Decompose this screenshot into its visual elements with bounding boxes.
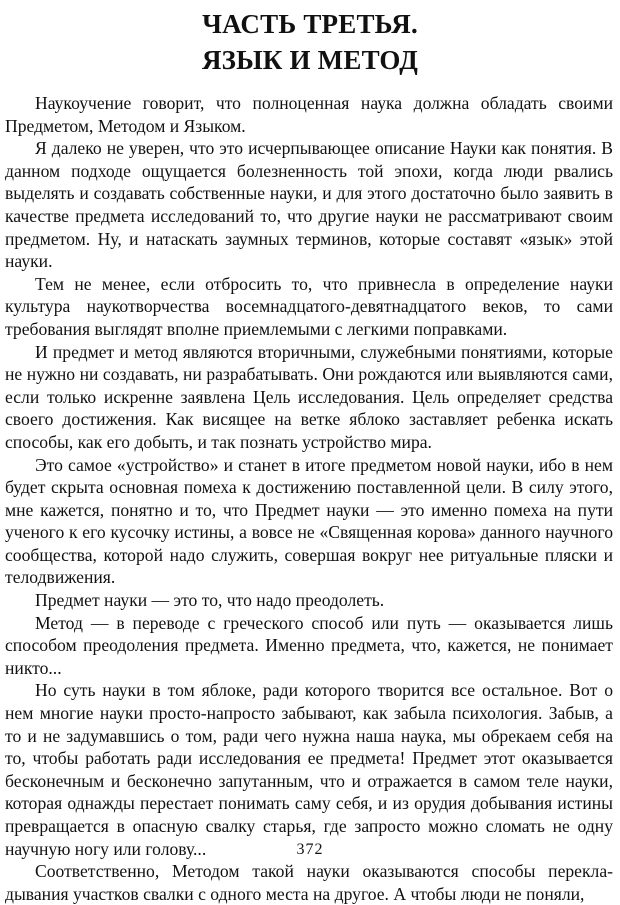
paragraph: Но суть науки в том яблоке, ради которого творится все остальное. Вот о нем многие науки просто-напросто забывают, как забыла психология. Забыв, а то и не задумавшись о том, ради чего нужна наша наука, мы обрекаем себя на то, чтобы работать ради исследования ее предмета! Предмет этот оказывается бесконечным и бесконечно запутанным, что и отражается в самом теле науки, которая однажды перестает понимать саму себя, и из орудия добывания истины превращается в опасную свалку старья, где запросто можно сломать не одну научную ногу или голову... [5, 680, 613, 859]
paragraph-last: Соответственно, Методом такой науки оказываются способы перекладывания участков свалки с одного места на другое. А чтобы люди не поняли, [5, 861, 613, 904]
paragraph: Метод — в переводе с греческого способ или путь — оказывается лишь способом преодоления предмета. Именно предмета, что, кажется, не понимает никто... [5, 612, 613, 678]
paragraph: Я далеко не уверен, что это исчерпывающее описание Науки как понятия. В данном подходе ощущается болезненность той эпохи, когда люди рвались выделять и создавать собственные науки, и для этого достаточно было заявить в качестве предмета исследований то, что другие науки не рассматривают своим предметом. Ну, и натаскать заумных терминов, которые составят «язык» этой науки. [5, 138, 613, 272]
paragraph: И предмет и метод являются вторичными, служебными понятиями, которые не нужно ни создавать, ни разрабатывать. Они рождаются или выявляются сами, если только искренне заявлена Цель исследования. Цель определяет средства своего достижения. Как висящее на ветке яблоко заставляет ребенка искать способы, как его добыть, и так познать устройство мира. [5, 341, 613, 452]
body-text [5, 92, 613, 905]
page-number: 372 [296, 841, 324, 858]
paragraph: Предмет науки — это то, что надо преодолеть. [35, 590, 385, 611]
paragraph: Это самое «устройство» и станет в итоге предметом новой науки, ибо в нем будет скрыта основная помеха к достижению поставленной цели. В силу этого, мне кажется, понятно и то, что Предмет науки — это именно помеха на пути ученого к его кусочку истины, а вовсе не «Священная корова» данного научного сообщества, которой надо служить, совершая вокруг нее ритуальные пляски и телодвижения. [5, 454, 613, 588]
chapter-title [0, 6, 620, 78]
paragraph: Тем не менее, если отбросить то, что привнесла в определение науки культура наукотворчества восемнадцатого-девятнадцатого веков, то сами требования выглядят вполне приемлемыми с легкими поправками. [5, 273, 613, 339]
chapter-title-line-2: ЯЗЫК И МЕТОД [201, 45, 419, 75]
paragraph: Наукоучение говорит, что полноценная наука должна обладать своими Предметом, Методом и Языком. [5, 93, 613, 136]
chapter-title-line-1: ЧАСТЬ ТРЕТЬЯ. [202, 9, 418, 39]
